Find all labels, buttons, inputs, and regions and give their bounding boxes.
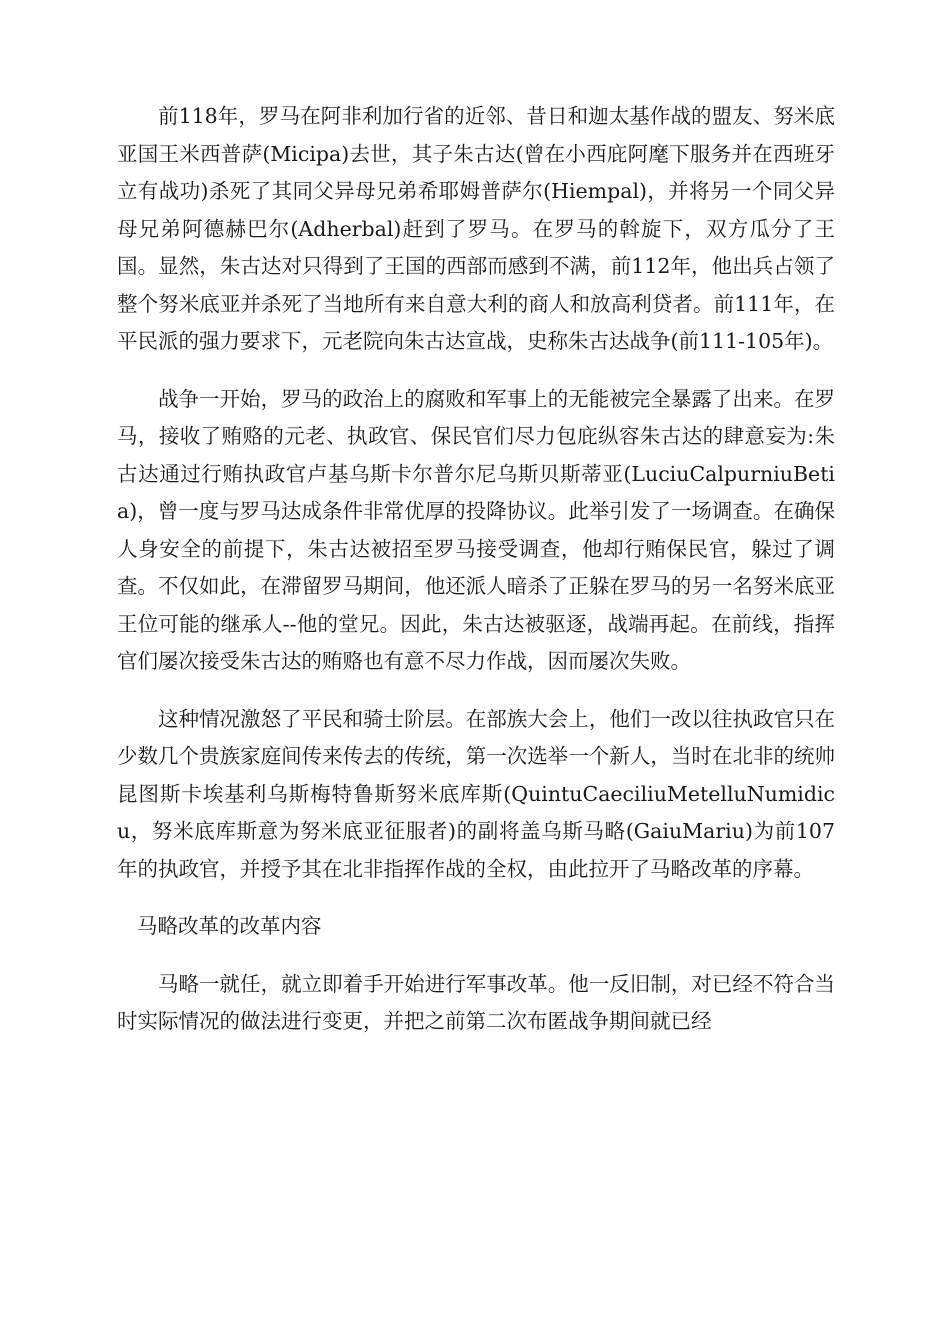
- paragraph-reform-start: 马略一就任，就立即着手开始进行军事改革。他一反旧制，对已经不符合当时实际情况的做法进行变更，并把之前第二次布匿战争期间就已经: [117, 971, 835, 1033]
- paragraph-war-corruption: 战争一开始，罗马的政治上的腐败和军事上的无能被完全暴露了出来。在罗马，接收了贿赂的元老、执政官、保民官们尽力包庇纵容朱古达的肆意妄为:朱古达通过行贿执政官卢基乌斯卡尔普尔尼乌斯贝斯蒂亚(LuciuCalpurniuBetia)，曾一度与罗马达成条件非常优厚的投降协议。此举引发了一场调查。在确保人身安全的前提下，朱古达被招至罗马接受调查，他却行贿保民官，躲过了调查。不仅如此，在滞留罗马期间，他还派人暗杀了正躲在罗马的另一名努米底亚王位可能的继承人--他的堂兄。因此，朱古达被驱逐，战端再起。在前线，指挥官们屡次接受朱古达的贿赂也有意不尽力作战，因而屡次失败。: [117, 386, 835, 673]
- paragraph-marius-election: 这种情况激怒了平民和骑士阶层。在部族大会上，他们一改以往执政官只在少数几个贵族家庭间传来传去的传统，第一次选举一个新人，当时在北非的统帅昆图斯卡埃基利乌斯梅特鲁斯努米底库斯(QuintuCaeciliuMetelluNumidicu，努米底库斯意为努米底亚征服者)的副将盖乌斯马略(GaiuMariu)为前107年的执政官，并授予其在北非指挥作战的全权，由此拉开了马略改革的序幕。: [117, 706, 835, 881]
- section-heading: 马略改革的改革内容: [137, 914, 322, 938]
- document-page: [117, 98, 835, 1061]
- paragraph-jugurtha-background: 前118年，罗马在阿非利加行省的近邻、昔日和迦太基作战的盟友、努米底亚国王米西普萨(Micipa)去世，其子朱古达(曾在小西庇阿麾下服务并在西班牙立有战功)杀死了其同父异母兄弟希耶姆普萨尔(Hiempal)，并将另一个同父异母兄弟阿德赫巴尔(Adherbal)赶到了罗马。在罗马的斡旋下，双方瓜分了王国。显然，朱古达对只得到了王国的西部而感到不满，前112年，他出兵占领了整个努米底亚并杀死了当地所有来自意大利的商人和放高利贷者。前111年，在平民派的强力要求下，元老院向朱古达宣战，史称朱古达战争(前111-105年)。: [117, 104, 835, 353]
